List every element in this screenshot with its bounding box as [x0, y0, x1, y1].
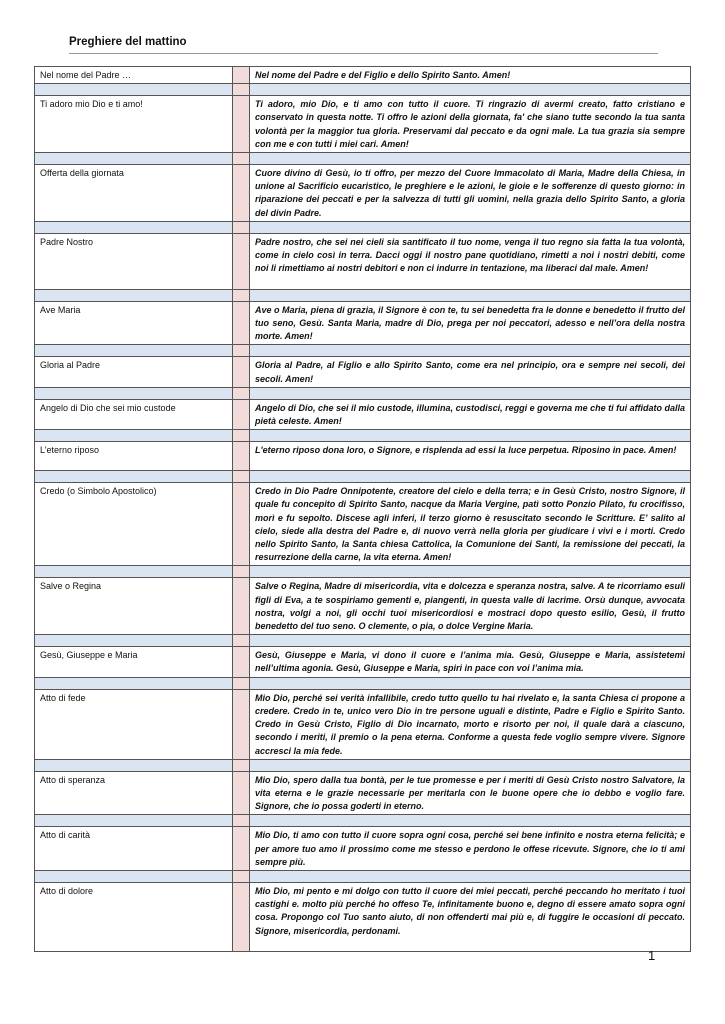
prayer-name: Atto di fede [35, 689, 233, 759]
row-marker [233, 387, 250, 399]
spacer-cell [250, 221, 691, 233]
prayer-row [35, 827, 691, 871]
spacer-cell [35, 345, 233, 357]
prayer-text: Ave o Maria, piena di grazia, il Signore è con te, tu sei benedetta fra le donne e benedetto il frutto del tuo seno, Gesù. Santa Maria, madre di Dio, prega per noi peccatori, adesso e nell’ora della nostra morte. Amen! [250, 301, 691, 345]
spacer-cell [35, 566, 233, 578]
row-marker [233, 233, 250, 289]
prayers-table-body [35, 67, 691, 952]
spacer-cell [35, 870, 233, 882]
spacer-cell [250, 635, 691, 647]
prayer-row [35, 578, 691, 635]
row-marker [233, 399, 250, 429]
row-marker [233, 345, 250, 357]
prayer-name: Offerta della giornata [35, 165, 233, 222]
row-spacer [35, 759, 691, 771]
spacer-cell [250, 870, 691, 882]
row-spacer [35, 430, 691, 442]
prayer-row [35, 399, 691, 429]
row-marker [233, 759, 250, 771]
row-spacer [35, 870, 691, 882]
row-spacer [35, 471, 691, 483]
spacer-cell [35, 677, 233, 689]
prayer-text: L'eterno riposo dona loro, o Signore, e risplenda ad essi la luce perpetua. Riposino in pace. Amen! [250, 442, 691, 471]
prayer-text: Mio Dio, spero dalla tua bontà, per le tue promesse e per i meriti di Gesù Cristo nostro Salvatore, la vita eterna e le grazie necessarie per meritarla con le buone opere che io debbo e voglio fare. Signore, che io possa goderti in eterno. [250, 771, 691, 815]
spacer-cell [35, 221, 233, 233]
prayer-text: Ti adoro, mio Dio, e ti amo con tutto il cuore. Ti ringrazio di avermi creato, fatto cristiano e conservato in questa notte. Ti offro le azioni della giornata, fa' che siano tutte secondo la tua santa volontà per la maggior tua gloria. Preservami dal peccato e da ogni male. La tua grazia sia sempre con me e con tutti i miei cari. Amen! [250, 96, 691, 153]
row-marker [233, 647, 250, 677]
spacer-cell [250, 387, 691, 399]
row-marker [233, 771, 250, 815]
row-marker [233, 566, 250, 578]
spacer-cell [35, 759, 233, 771]
page-number: 1 [648, 948, 656, 963]
prayer-text: Gesù, Giuseppe e Maria, vi dono il cuore e l’anima mia. Gesù, Giuseppe e Maria, assistetemi nell’ultima agonia. Gesù, Giuseppe e Maria, spiri in pace con voi l’anima mia. [250, 647, 691, 677]
spacer-cell [35, 84, 233, 96]
spacer-cell [250, 566, 691, 578]
row-spacer [35, 566, 691, 578]
spacer-cell [35, 430, 233, 442]
row-spacer [35, 635, 691, 647]
prayer-name: Atto di carità [35, 827, 233, 871]
row-marker [233, 870, 250, 882]
prayer-row [35, 647, 691, 677]
spacer-cell [35, 289, 233, 301]
row-spacer [35, 153, 691, 165]
spacer-cell [250, 84, 691, 96]
title-divider [69, 53, 658, 54]
spacer-cell [35, 387, 233, 399]
prayer-name: Atto di dolore [35, 882, 233, 951]
row-marker [233, 430, 250, 442]
prayer-text: Credo in Dio Padre Onnipotente, creatore del cielo e della terra; e in Gesù Cristo, nostro Signore, il quale fu concepito di Spirito Santo, nacque da Maria Vergine, patì sotto Ponzio Pilato, fu crocifisso, morì e fu sepolto. Discese agli inferi, il terzo giorno è resuscitato secondo le Scritture. E’ salito al cielo, siede alla destra del Padre e, di nuovo verrà nella gloria per giudicare i vivi e i morti. Credo nello Spirito Santo, la Santa chiesa Cattolica, la Comunione dei Santi, la remissione dei peccati, la resurrezione della carne, la vita eterna. Amen! [250, 483, 691, 566]
row-marker [233, 483, 250, 566]
prayer-text: Mio Dio, mi pento e mi dolgo con tutto il cuore dei miei peccati, perché peccando ho meritato i tuoi castighi e. molto più perché ho offeso Te, infinitamente buono e, degno di essere amato sopra ogni cosa. Propongo col Tuo santo aiuto, di non offenderti mai più e, di fuggire le occasioni di peccato. Signore, misericordia, perdonami. [250, 882, 691, 951]
row-marker [233, 677, 250, 689]
row-marker [233, 578, 250, 635]
spacer-cell [250, 430, 691, 442]
row-marker [233, 153, 250, 165]
row-marker [233, 289, 250, 301]
row-marker [233, 221, 250, 233]
prayer-row [35, 483, 691, 566]
prayer-row [35, 67, 691, 84]
row-marker [233, 301, 250, 345]
row-marker [233, 84, 250, 96]
prayer-row [35, 771, 691, 815]
prayer-name: Nel nome del Padre … [35, 67, 233, 84]
row-spacer [35, 221, 691, 233]
prayer-name: Gesù, Giuseppe e Maria [35, 647, 233, 677]
row-marker [233, 882, 250, 951]
row-marker [233, 96, 250, 153]
row-marker [233, 165, 250, 222]
row-marker [233, 67, 250, 84]
spacer-cell [250, 289, 691, 301]
prayer-text: Nel nome del Padre e del Figlio e dello Spirito Santo. Amen! [250, 67, 691, 84]
prayer-text: Gloria al Padre, al Figlio e allo Spirito Santo, come era nel principio, ora e sempre nei secoli, dei secoli. Amen! [250, 357, 691, 387]
spacer-cell [35, 635, 233, 647]
row-spacer [35, 84, 691, 96]
prayer-text: Salve o Regina, Madre di misericordia, vita e dolcezza e speranza nostra, salve. A te ricorriamo esuli figli di Eva, a te sospiriamo gementi e, piangenti, in questa valle di lacrime. Orsù dunque, avvocata nostra, volgi a noi, gli occhi tuoi misericordiosi e mostraci dopo questo esilio, Gesù, il frutto benedetto del tuo seno. O clemente, o pia, o dolce Vergine Maria. [250, 578, 691, 635]
prayer-row [35, 357, 691, 387]
spacer-cell [35, 153, 233, 165]
prayers-table [34, 66, 691, 952]
prayer-row [35, 96, 691, 153]
row-marker [233, 815, 250, 827]
row-marker [233, 357, 250, 387]
row-marker [233, 635, 250, 647]
row-marker [233, 689, 250, 759]
row-spacer [35, 289, 691, 301]
row-marker [233, 442, 250, 471]
spacer-cell [250, 759, 691, 771]
row-marker [233, 827, 250, 871]
row-marker [233, 471, 250, 483]
spacer-cell [35, 471, 233, 483]
prayer-name: Salve o Regina [35, 578, 233, 635]
spacer-cell [250, 153, 691, 165]
spacer-cell [250, 815, 691, 827]
prayer-name: Ave Maria [35, 301, 233, 345]
prayer-row [35, 165, 691, 222]
prayer-row [35, 882, 691, 951]
prayer-name: Angelo di Dio che sei mio custode [35, 399, 233, 429]
prayer-name: Gloria al Padre [35, 357, 233, 387]
prayer-row [35, 689, 691, 759]
row-spacer [35, 345, 691, 357]
prayer-row [35, 301, 691, 345]
row-spacer [35, 815, 691, 827]
prayer-name: Padre Nostro [35, 233, 233, 289]
row-spacer [35, 387, 691, 399]
prayer-text: Mio Dio, ti amo con tutto il cuore sopra ogni cosa, perché sei bene infinito e nostra eterna felicità; e per amore tuo amo il prossimo come me stesso e perdono le offese ricevute. Signore, che io ti ami sempre più. [250, 827, 691, 871]
prayer-row [35, 442, 691, 471]
spacer-cell [250, 677, 691, 689]
prayer-text: Cuore divino di Gesù, io ti offro, per mezzo del Cuore Immacolato di Maria, Madre della Chiesa, in unione al Sacrificio eucaristico, le preghiere e le azioni, le gioie e le sofferenze di questo giorno: in riparazione dei peccati e per la salvezza di tutti gli uomini, nella grazia dello Spirito Santo, a gloria del divin Padre. [250, 165, 691, 222]
prayer-text: Angelo di Dio, che sei il mio custode, illumina, custodisci, reggi e governa me che ti fui affidato dalla pietà celeste. Amen! [250, 399, 691, 429]
row-spacer [35, 677, 691, 689]
prayer-text: Padre nostro, che sei nei cieli sia santificato il tuo nome, venga il tuo regno sia fatta la tua volontà, come in cielo così in terra. Dacci oggi il nostro pane quotidiano, rimetti a noi i nostri debiti, come noi li rimettiamo ai nostri debitori e non ci indurre in tentazione, ma liberaci dal male. Amen! [250, 233, 691, 289]
spacer-cell [35, 815, 233, 827]
prayer-name: Ti adoro mio Dio e ti amo! [35, 96, 233, 153]
prayer-row [35, 233, 691, 289]
prayer-name: Atto di speranza [35, 771, 233, 815]
prayer-name: Credo (o Simbolo Apostolico) [35, 483, 233, 566]
prayer-name: L’eterno riposo [35, 442, 233, 471]
page-title: Preghiere del mattino [69, 36, 187, 48]
spacer-cell [250, 471, 691, 483]
prayer-text: Mio Dio, perché sei verità infallibile, credo tutto quello tu hai rivelato e, la santa Chiesa ci propone a credere. Credo in te, unico vero Dio in tre persone uguali e distinte, Padre e Figlio e Spirito Santo. Credo in Gesù Cristo, Figlio di Dio incarnato, morto e risorto per noi, il quale darà a ciascuno, secondo i meriti, il premio o la pena eterna. Conforme a questa fede voglio sempre vivere. Signore accresci la mia fede. [250, 689, 691, 759]
spacer-cell [250, 345, 691, 357]
